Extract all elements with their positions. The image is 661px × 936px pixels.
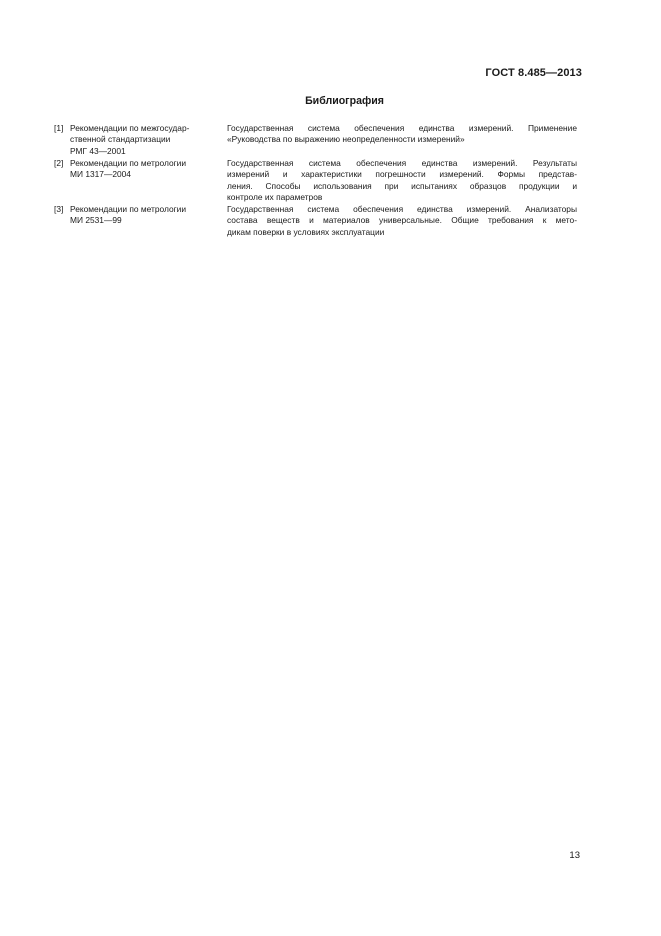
source-line: Рекомендации по межгосудар- xyxy=(70,123,190,133)
description-line: Государственная система обеспечения единства измерений. Применение xyxy=(227,123,577,133)
bibliography-list xyxy=(54,123,577,238)
description-line: измерений и характеристики погрешности измерений. Формы представ- xyxy=(227,169,577,180)
entry-source xyxy=(70,123,227,157)
description-line: ления. Способы использования при испытаниях образцов продукции и xyxy=(227,180,577,191)
description-line: Государственная система обеспечения единства измерений. Результаты xyxy=(227,157,577,168)
source-line: МИ 1317—2004 xyxy=(70,169,131,180)
entry-description xyxy=(227,123,577,146)
description-line: «Руководства по выражению неопределенности измерений» xyxy=(227,134,465,145)
description-line: контроле их параметров xyxy=(227,191,323,202)
description-line: Государственная система обеспечения единства измерений. Анализаторы xyxy=(227,203,577,214)
entry-number: [2] xyxy=(54,157,64,168)
entry-source xyxy=(70,158,227,181)
bibliography-entry xyxy=(54,204,577,238)
source-line: ственной стандартизации xyxy=(70,134,171,145)
entry-number: [3] xyxy=(54,203,64,214)
entry-description xyxy=(227,158,577,204)
source-line: МИ 2531—99 xyxy=(70,215,122,226)
description-line: дикам поверки в условиях эксплуатации xyxy=(227,226,385,237)
description-line: состава веществ и материалов универсальные. Общие требования к мето- xyxy=(227,215,577,226)
source-line: Рекомендации по метрологии xyxy=(70,203,187,214)
entry-description xyxy=(227,204,577,238)
source-line: Рекомендации по метрологии xyxy=(70,157,187,168)
bibliography-entry xyxy=(54,158,577,204)
document-code: ГОСТ 8.485—2013 xyxy=(485,67,582,79)
entry-number: [1] xyxy=(54,123,64,133)
bibliography-entry xyxy=(54,123,577,157)
entry-source xyxy=(70,204,227,227)
section-title: Библиография xyxy=(305,95,384,107)
source-line: РМГ 43—2001 xyxy=(70,145,126,156)
page-number: 13 xyxy=(569,850,580,861)
